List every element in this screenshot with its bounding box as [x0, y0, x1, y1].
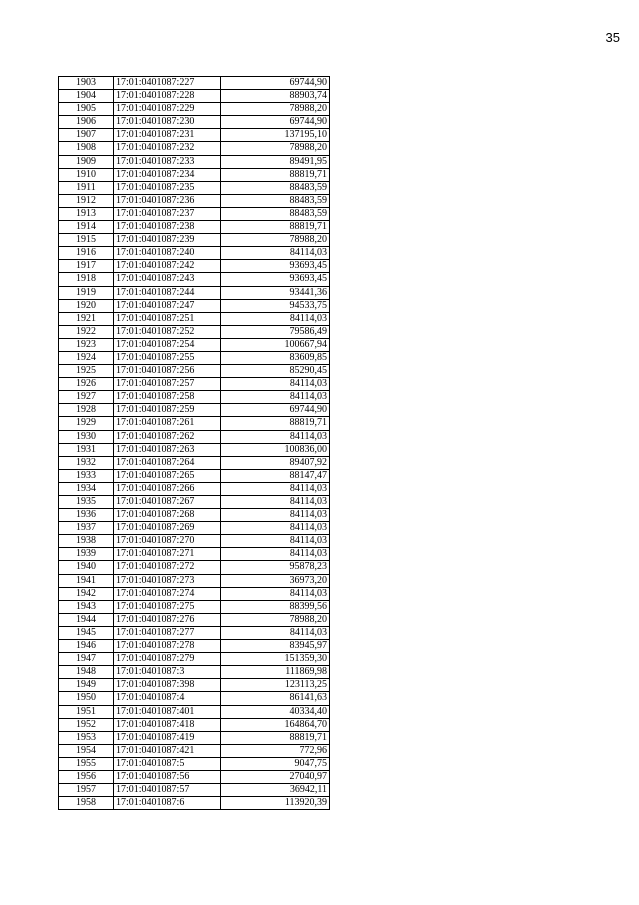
table-row: [59, 129, 330, 142]
table-row: [59, 797, 330, 810]
cadastral-number-cell: 17:01:0401087:267: [114, 496, 221, 509]
cadastral-number-cell: 17:01:0401087:268: [114, 509, 221, 522]
table-row: [59, 312, 330, 325]
cadastral-value-cell: 27040,97: [221, 770, 330, 783]
cadastral-value-cell: 93441,36: [221, 286, 330, 299]
row-number-cell: 1935: [59, 496, 114, 509]
row-number-cell: 1953: [59, 731, 114, 744]
row-number-cell: 1948: [59, 666, 114, 679]
cadastral-value-cell: 95878,23: [221, 561, 330, 574]
row-number-cell: 1917: [59, 260, 114, 273]
cadastral-number-cell: 17:01:0401087:269: [114, 522, 221, 535]
table-row: [59, 351, 330, 364]
row-number-cell: 1904: [59, 90, 114, 103]
cadastral-number-cell: 17:01:0401087:265: [114, 469, 221, 482]
cadastral-number-cell: 17:01:0401087:273: [114, 574, 221, 587]
cadastral-value-cell: 84114,03: [221, 430, 330, 443]
row-number-cell: 1940: [59, 561, 114, 574]
row-number-cell: 1943: [59, 600, 114, 613]
row-number-cell: 1938: [59, 535, 114, 548]
cadastral-value-cell: 100667,94: [221, 338, 330, 351]
row-number-cell: 1921: [59, 312, 114, 325]
row-number-cell: 1939: [59, 548, 114, 561]
cadastral-number-cell: 17:01:0401087:236: [114, 194, 221, 207]
row-number-cell: 1931: [59, 443, 114, 456]
cadastral-value-cell: 84114,03: [221, 548, 330, 561]
cadastral-value-cell: 40334,40: [221, 705, 330, 718]
cadastral-value-cell: 113920,39: [221, 797, 330, 810]
row-number-cell: 1928: [59, 404, 114, 417]
cadastral-value-cell: 88483,59: [221, 181, 330, 194]
cadastral-value-cell: 9047,75: [221, 757, 330, 770]
row-number-cell: 1937: [59, 522, 114, 535]
table-row: [59, 194, 330, 207]
cadastral-number-cell: 17:01:0401087:230: [114, 116, 221, 129]
row-number-cell: 1903: [59, 77, 114, 90]
cadastral-value-cell: 88483,59: [221, 194, 330, 207]
cadastral-number-cell: 17:01:0401087:247: [114, 299, 221, 312]
cadastral-number-cell: 17:01:0401087:254: [114, 338, 221, 351]
row-number-cell: 1955: [59, 757, 114, 770]
row-number-cell: 1949: [59, 679, 114, 692]
cadastral-number-cell: 17:01:0401087:276: [114, 613, 221, 626]
cadastral-value-cell: 36942,11: [221, 784, 330, 797]
cadastral-number-cell: 17:01:0401087:257: [114, 378, 221, 391]
row-number-cell: 1934: [59, 482, 114, 495]
cadastral-number-cell: 17:01:0401087:261: [114, 417, 221, 430]
row-number-cell: 1918: [59, 273, 114, 286]
table-row: [59, 247, 330, 260]
cadastral-value-cell: 94533,75: [221, 299, 330, 312]
table-row: [59, 469, 330, 482]
cadastral-value-cell: 84114,03: [221, 587, 330, 600]
row-number-cell: 1913: [59, 207, 114, 220]
table-row: [59, 234, 330, 247]
table-row: [59, 784, 330, 797]
row-number-cell: 1907: [59, 129, 114, 142]
row-number-cell: 1916: [59, 247, 114, 260]
table-row: [59, 90, 330, 103]
cadastral-value-cell: 772,96: [221, 744, 330, 757]
cadastral-value-cell: 93693,45: [221, 273, 330, 286]
cadastral-number-cell: 17:01:0401087:227: [114, 77, 221, 90]
cadastral-number-cell: 17:01:0401087:228: [114, 90, 221, 103]
table-row: [59, 116, 330, 129]
cadastral-number-cell: 17:01:0401087:252: [114, 325, 221, 338]
page-number: 35: [605, 30, 620, 45]
cadastral-number-cell: 17:01:0401087:239: [114, 234, 221, 247]
row-number-cell: 1933: [59, 469, 114, 482]
cadastral-value-cell: 93693,45: [221, 260, 330, 273]
row-number-cell: 1908: [59, 142, 114, 155]
table-row: [59, 744, 330, 757]
table-row: [59, 325, 330, 338]
row-number-cell: 1925: [59, 365, 114, 378]
cadastral-value-cell: 123113,25: [221, 679, 330, 692]
table-row: [59, 181, 330, 194]
cadastral-number-cell: 17:01:0401087:277: [114, 626, 221, 639]
row-number-cell: 1926: [59, 378, 114, 391]
row-number-cell: 1945: [59, 626, 114, 639]
row-number-cell: 1924: [59, 351, 114, 364]
table-row: [59, 692, 330, 705]
row-number-cell: 1909: [59, 155, 114, 168]
row-number-cell: 1946: [59, 640, 114, 653]
cadastral-value-cell: 86141,63: [221, 692, 330, 705]
cadastral-number-cell: 17:01:0401087:271: [114, 548, 221, 561]
cadastral-number-cell: 17:01:0401087:235: [114, 181, 221, 194]
row-number-cell: 1957: [59, 784, 114, 797]
cadastral-number-cell: 17:01:0401087:264: [114, 456, 221, 469]
cadastral-number-cell: 17:01:0401087:231: [114, 129, 221, 142]
row-number-cell: 1958: [59, 797, 114, 810]
row-number-cell: 1905: [59, 103, 114, 116]
cadastral-number-cell: 17:01:0401087:233: [114, 155, 221, 168]
table-row: [59, 548, 330, 561]
row-number-cell: 1920: [59, 299, 114, 312]
row-number-cell: 1947: [59, 653, 114, 666]
cadastral-value-cell: 88147,47: [221, 469, 330, 482]
table-row: [59, 221, 330, 234]
cadastral-value-cell: 84114,03: [221, 496, 330, 509]
cadastral-value-cell: 88819,71: [221, 731, 330, 744]
cadastral-number-cell: 17:01:0401087:398: [114, 679, 221, 692]
table-row: [59, 653, 330, 666]
table-row: [59, 626, 330, 639]
table-row: [59, 260, 330, 273]
cadastral-value-cell: 69744,90: [221, 116, 330, 129]
cadastral-value-cell: 84114,03: [221, 312, 330, 325]
cadastral-number-cell: 17:01:0401087:270: [114, 535, 221, 548]
table-row: [59, 666, 330, 679]
cadastral-value-cell: 151359,30: [221, 653, 330, 666]
table-row: [59, 299, 330, 312]
cadastral-number-cell: 17:01:0401087:232: [114, 142, 221, 155]
row-number-cell: 1922: [59, 325, 114, 338]
cadastral-value-cell: 84114,03: [221, 482, 330, 495]
table-row: [59, 378, 330, 391]
cadastral-value-cell: 84114,03: [221, 626, 330, 639]
table-row: [59, 77, 330, 90]
cadastral-value-cell: 78988,20: [221, 234, 330, 247]
cadastral-number-cell: 17:01:0401087:238: [114, 221, 221, 234]
cadastral-value-cell: 69744,90: [221, 77, 330, 90]
cadastral-number-cell: 17:01:0401087:56: [114, 770, 221, 783]
cadastral-number-cell: 17:01:0401087:4: [114, 692, 221, 705]
table-row: [59, 103, 330, 116]
table-row: [59, 168, 330, 181]
cadastral-number-cell: 17:01:0401087:5: [114, 757, 221, 770]
cadastral-number-cell: 17:01:0401087:242: [114, 260, 221, 273]
cadastral-value-cell: 88483,59: [221, 207, 330, 220]
table-row: [59, 443, 330, 456]
cadastral-number-cell: 17:01:0401087:3: [114, 666, 221, 679]
cadastral-value-cell: 83609,85: [221, 351, 330, 364]
cadastral-number-cell: 17:01:0401087:6: [114, 797, 221, 810]
table-row: [59, 286, 330, 299]
cadastral-value-cell: 79586,49: [221, 325, 330, 338]
cadastral-number-cell: 17:01:0401087:278: [114, 640, 221, 653]
table-row: [59, 273, 330, 286]
cadastral-number-cell: 17:01:0401087:259: [114, 404, 221, 417]
table-row: [59, 391, 330, 404]
table-row: [59, 705, 330, 718]
row-number-cell: 1956: [59, 770, 114, 783]
cadastral-value-cell: 85290,45: [221, 365, 330, 378]
row-number-cell: 1932: [59, 456, 114, 469]
row-number-cell: 1951: [59, 705, 114, 718]
cadastral-value-cell: 84114,03: [221, 522, 330, 535]
row-number-cell: 1936: [59, 509, 114, 522]
row-number-cell: 1910: [59, 168, 114, 181]
cadastral-number-cell: 17:01:0401087:263: [114, 443, 221, 456]
table-row: [59, 404, 330, 417]
cadastral-number-cell: 17:01:0401087:421: [114, 744, 221, 757]
cadastral-number-cell: 17:01:0401087:243: [114, 273, 221, 286]
cadastral-number-cell: 17:01:0401087:419: [114, 731, 221, 744]
cadastral-value-cell: 88399,56: [221, 600, 330, 613]
cadastral-number-cell: 17:01:0401087:237: [114, 207, 221, 220]
table-row: [59, 718, 330, 731]
cadastral-number-cell: 17:01:0401087:418: [114, 718, 221, 731]
cadastral-number-cell: 17:01:0401087:57: [114, 784, 221, 797]
row-number-cell: 1914: [59, 221, 114, 234]
cadastral-number-cell: 17:01:0401087:244: [114, 286, 221, 299]
row-number-cell: 1950: [59, 692, 114, 705]
cadastral-number-cell: 17:01:0401087:262: [114, 430, 221, 443]
table-row: [59, 456, 330, 469]
table-row: [59, 365, 330, 378]
cadastral-number-cell: 17:01:0401087:240: [114, 247, 221, 260]
row-number-cell: 1942: [59, 587, 114, 600]
cadastral-value-cell: 83945,97: [221, 640, 330, 653]
table-row: [59, 574, 330, 587]
cadastral-value-cell: 69744,90: [221, 404, 330, 417]
table-row: [59, 142, 330, 155]
row-number-cell: 1954: [59, 744, 114, 757]
cadastral-value-cell: 88819,71: [221, 417, 330, 430]
table-row: [59, 600, 330, 613]
table-row: [59, 509, 330, 522]
cadastral-value-cell: 78988,20: [221, 613, 330, 626]
cadastral-number-cell: 17:01:0401087:251: [114, 312, 221, 325]
table-row: [59, 613, 330, 626]
table-row: [59, 496, 330, 509]
table-row: [59, 561, 330, 574]
row-number-cell: 1912: [59, 194, 114, 207]
row-number-cell: 1906: [59, 116, 114, 129]
row-number-cell: 1952: [59, 718, 114, 731]
table-row: [59, 522, 330, 535]
table-row: [59, 338, 330, 351]
row-number-cell: 1915: [59, 234, 114, 247]
table-row: [59, 731, 330, 744]
cadastral-value-cell: 88903,74: [221, 90, 330, 103]
table-row: [59, 482, 330, 495]
cadastral-value-cell: 100836,00: [221, 443, 330, 456]
row-number-cell: 1929: [59, 417, 114, 430]
cadastral-value-cell: 84114,03: [221, 378, 330, 391]
cadastral-value-cell: 89491,95: [221, 155, 330, 168]
cadastral-value-cell: 84114,03: [221, 509, 330, 522]
cadastral-number-cell: 17:01:0401087:234: [114, 168, 221, 181]
table-row: [59, 535, 330, 548]
table-row: [59, 430, 330, 443]
cadastral-value-cell: 137195,10: [221, 129, 330, 142]
row-number-cell: 1941: [59, 574, 114, 587]
table-row: [59, 417, 330, 430]
row-number-cell: 1923: [59, 338, 114, 351]
cadastral-number-cell: 17:01:0401087:279: [114, 653, 221, 666]
cadastral-number-cell: 17:01:0401087:275: [114, 600, 221, 613]
cadastral-number-cell: 17:01:0401087:256: [114, 365, 221, 378]
row-number-cell: 1927: [59, 391, 114, 404]
row-number-cell: 1919: [59, 286, 114, 299]
cadastral-value-cell: 84114,03: [221, 391, 330, 404]
row-number-cell: 1911: [59, 181, 114, 194]
table-row: [59, 155, 330, 168]
table-row: [59, 587, 330, 600]
cadastral-value-table: [58, 76, 330, 810]
table-row: [59, 757, 330, 770]
cadastral-number-cell: 17:01:0401087:255: [114, 351, 221, 364]
table-row: [59, 770, 330, 783]
row-number-cell: 1930: [59, 430, 114, 443]
table-row: [59, 640, 330, 653]
cadastral-value-cell: 78988,20: [221, 103, 330, 116]
table-row: [59, 679, 330, 692]
cadastral-value-cell: 36973,20: [221, 574, 330, 587]
table-body: [59, 77, 330, 810]
cadastral-value-cell: 88819,71: [221, 168, 330, 181]
cadastral-value-cell: 78988,20: [221, 142, 330, 155]
cadastral-value-cell: 84114,03: [221, 247, 330, 260]
table-row: [59, 207, 330, 220]
cadastral-number-cell: 17:01:0401087:272: [114, 561, 221, 574]
cadastral-value-cell: 84114,03: [221, 535, 330, 548]
cadastral-number-cell: 17:01:0401087:258: [114, 391, 221, 404]
cadastral-value-cell: 164864,70: [221, 718, 330, 731]
cadastral-number-cell: 17:01:0401087:266: [114, 482, 221, 495]
cadastral-number-cell: 17:01:0401087:401: [114, 705, 221, 718]
cadastral-value-cell: 88819,71: [221, 221, 330, 234]
cadastral-number-cell: 17:01:0401087:229: [114, 103, 221, 116]
cadastral-value-cell: 111869,98: [221, 666, 330, 679]
row-number-cell: 1944: [59, 613, 114, 626]
cadastral-value-cell: 89407,92: [221, 456, 330, 469]
cadastral-number-cell: 17:01:0401087:274: [114, 587, 221, 600]
